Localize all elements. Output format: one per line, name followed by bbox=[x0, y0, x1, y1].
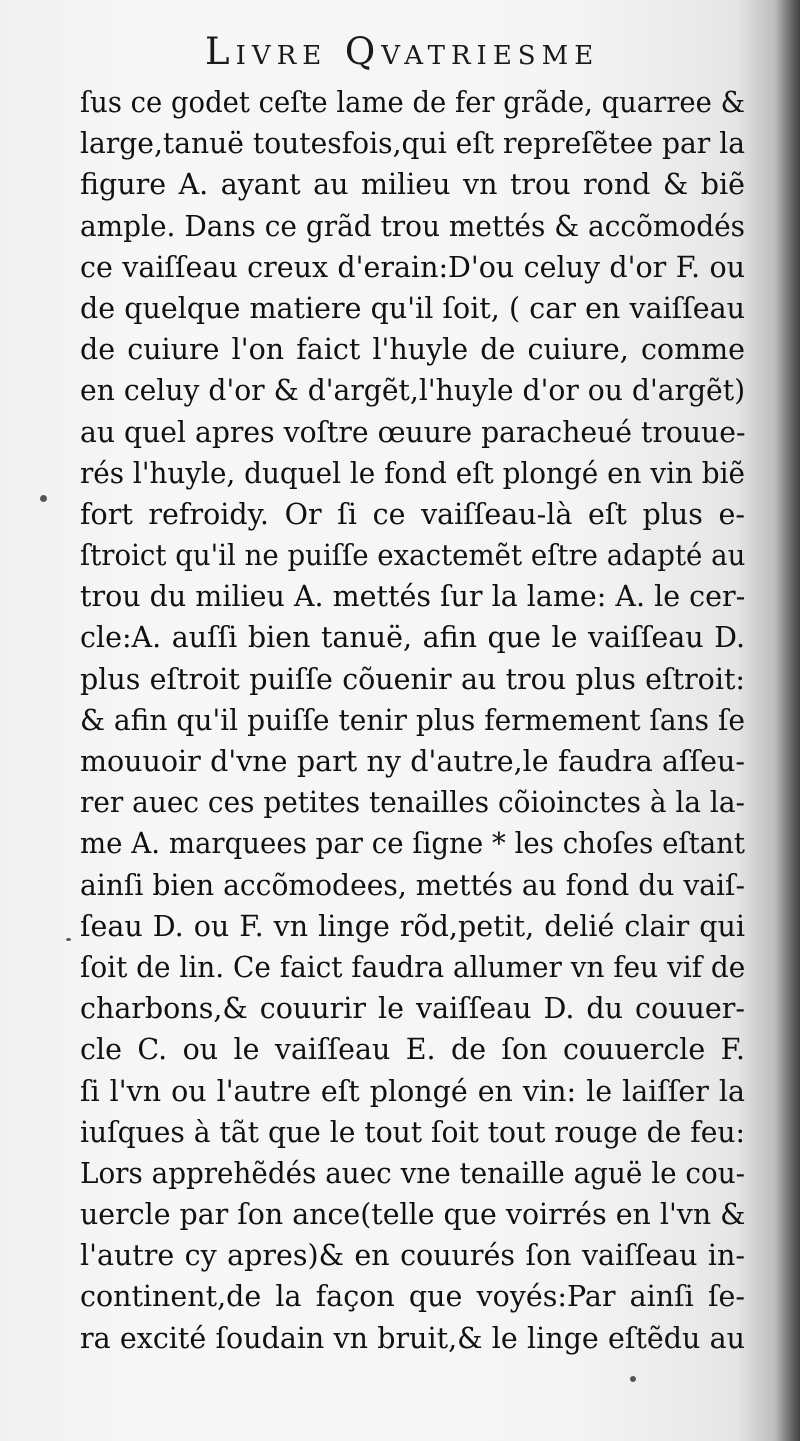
text-line: Lors apprehẽdés auec vne tenaille aguë le cou- bbox=[80, 1156, 746, 1190]
text-line: fort refroidy. Or ſi ce vaiſſeau-là eſt plus e- bbox=[80, 497, 745, 531]
text-line: uercle par ſon ance(telle que voirrés en l'vn & bbox=[80, 1198, 746, 1232]
text-line: ſus ce godet ceſte lame de fer grãde, quarree & bbox=[80, 86, 746, 119]
text-line: ſeau D. ou F. vn linge rõd,petit, delié clair qui bbox=[80, 909, 745, 943]
ink-speck bbox=[630, 1376, 636, 1382]
text-line: large,tanuë toutesfois,qui eſt repreſẽtee par la bbox=[80, 127, 746, 161]
text-line: charbons,& couurir le vaiſſeau D. du couuer- bbox=[80, 992, 745, 1026]
text-line: continent,de la façon que voyés:Par ainſi ſe- bbox=[80, 1280, 745, 1314]
text-line: figure A. ayant au milieu vn trou rond & biẽ bbox=[80, 168, 745, 202]
running-head: Livre Qvatriesme bbox=[205, 30, 600, 73]
text-line: cle:A. auſſi bien tanuë, afin que le vaiſſeau D. bbox=[80, 621, 745, 655]
text-line: iuſques à tãt que le tout ſoit tout rouge de feu: bbox=[80, 1115, 745, 1149]
text-line: ample. Dans ce grãd trou mettés & accõmodés bbox=[80, 209, 745, 243]
text-line: ſi l'vn ou l'autre eſt plongé en vin: le laiſſer la bbox=[80, 1074, 745, 1108]
text-line: de quelque matiere qu'il ſoit, ( car en vaiſſeau bbox=[80, 291, 745, 325]
page-gutter-shadow bbox=[774, 0, 800, 1441]
text-line: & afin qu'il puiſſe tenir plus fermement ſans ſe bbox=[80, 703, 746, 737]
text-line: l'autre cy apres)& en couurés ſon vaiſſeau in- bbox=[80, 1239, 745, 1273]
text-line: rer auec ces petites tenailles cõioinctes à la la- bbox=[80, 786, 745, 820]
text-line: trou du milieu A. mettés ſur la lame: A. le cer- bbox=[80, 580, 746, 614]
text-line: ce vaiſſeau creux d'erain:D'ou celuy d'or F. ou bbox=[80, 250, 745, 284]
ink-speck bbox=[40, 495, 47, 502]
text-line: ſtroict qu'il ne puiſſe exactemẽt eſtre adapté au bbox=[80, 539, 746, 573]
text-line: ainſi bien accõmodees, mettés au fond du vaiſ- bbox=[80, 868, 745, 902]
text-line: plus eſtroit puiſſe cõuenir au trou plus eſtroit: bbox=[80, 662, 745, 696]
text-line: ſoit de lin. Ce faict faudra allumer vn feu vif de bbox=[80, 950, 746, 984]
text-line: ra excité ſoudain vn bruit,& le linge eſtẽdu au bbox=[80, 1321, 745, 1355]
text-line: cle C. ou le vaiſſeau E. de ſon couuercle F. bbox=[80, 1033, 745, 1067]
text-line: me A. marquees par ce ſigne * les choſes eſtant bbox=[80, 827, 746, 861]
text-line: en celuy d'or & d'argẽt,l'huyle d'or ou d'argẽt) bbox=[80, 374, 746, 408]
text-line: mouuoir d'vne part ny d'autre,le faudra aſſeu- bbox=[80, 745, 745, 778]
body-text bbox=[80, 82, 745, 1359]
text-line: rés l'huyle, duquel le fond eſt plongé en vin biẽ bbox=[80, 456, 745, 490]
ink-speck bbox=[66, 938, 71, 941]
text-line: de cuiure l'on faict l'huyle de cuiure, comme bbox=[80, 333, 745, 367]
text-line: au quel apres voſtre œuure paracheué trouue- bbox=[80, 415, 746, 449]
